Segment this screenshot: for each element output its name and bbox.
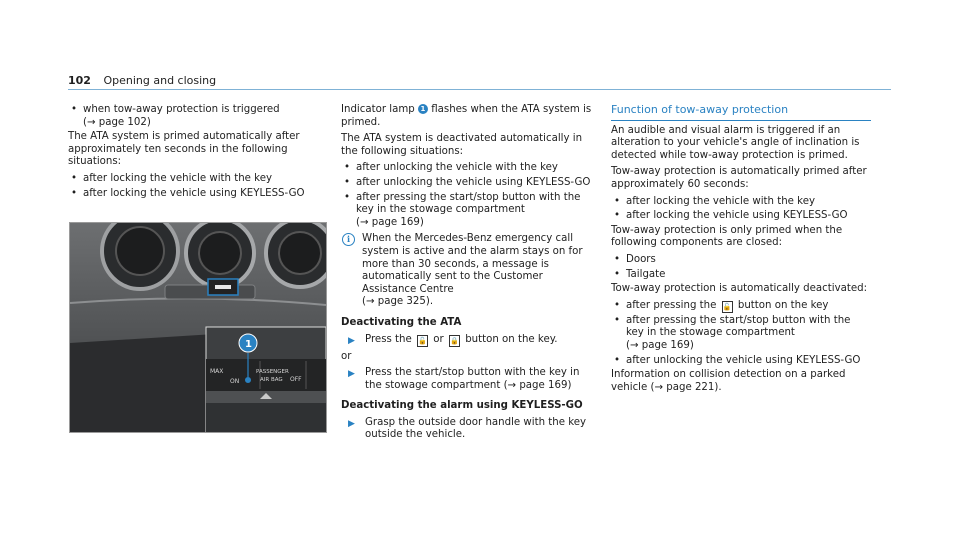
instruction-step: ▶ Grasp the outside door handle with the key outside the vehicle. (348, 416, 587, 441)
air-vent-center (186, 223, 254, 287)
subheading: Deactivating the ATA (341, 316, 462, 328)
list-item: • after unlocking the vehicle using KEYLESS-GO (611, 355, 871, 368)
or-text: or (341, 350, 352, 362)
callout-number: 1 (245, 339, 252, 350)
header-divider (68, 89, 891, 90)
list-item: • after locking the vehicle with the key (611, 196, 871, 209)
page-reference[interactable]: (→ page 169) (626, 339, 694, 351)
unlock-key-icon: 🔓 (722, 302, 732, 311)
info-note: i When the Mercedes-Benz emergency call system is active and the alarm stays on for more than 30 seconds, a message is automatically sent to the Customer Assistance Centre (→ page 325). (341, 233, 599, 309)
off-label: OFF (290, 376, 302, 383)
page-header (68, 74, 216, 87)
paragraph: Tow-away protection is automatically deactivated: (611, 283, 867, 295)
dashboard-illustration (70, 223, 326, 432)
list-item: • after pressing the start/stop button with the key in the stowage compartment (→ page 169) (611, 315, 871, 353)
air-vent-right (266, 223, 326, 287)
callout-1-icon: 1 (418, 104, 428, 114)
lock-key-icon: 🔒 (450, 336, 459, 345)
list-item: • Doors (611, 254, 871, 267)
step-arrow-icon: ▶ (348, 369, 355, 380)
dashboard-photo (69, 222, 327, 433)
indicator-lamp (245, 377, 251, 383)
on-label: ON (230, 378, 240, 385)
passenger-label: PASSENGER (256, 369, 289, 375)
list-item: • when tow-away protection is triggered (→ page 102) (68, 104, 316, 129)
paragraph: The ATA system is deactivated automatically in the following situations: (341, 133, 583, 157)
list-item: • after unlocking the vehicle with the key (341, 162, 599, 175)
airbag-label: AIR BAG (260, 377, 283, 383)
unlock-key-icon: 🔓 (418, 336, 427, 345)
step-arrow-icon: ▶ (348, 418, 355, 429)
page-reference[interactable]: (→ page 169) (356, 216, 424, 228)
page-reference[interactable]: (→ page 102) (83, 116, 151, 128)
step-arrow-icon: ▶ (348, 335, 355, 346)
column-middle (341, 104, 599, 446)
section-title: Opening and closing (103, 74, 217, 87)
column-right (611, 104, 871, 398)
page-number: 102 (68, 74, 91, 87)
paragraph: The ATA system is primed automatically after approximately ten seconds in the following situations: (68, 131, 300, 168)
paragraph: Information on collision detection on a parked vehicle (→ page 221). (611, 369, 846, 393)
list-item: • after pressing the start/stop button with the key in the stowage compartment (→ page 169) (341, 192, 599, 230)
instruction-step: ▶ Press the 🔓 or 🔒 button on the key. (348, 333, 558, 346)
list-item: • after locking the vehicle using KEYLESS-GO (68, 188, 316, 201)
paragraph: Tow-away protection is only primed when the following components are closed: (611, 224, 843, 249)
page-reference[interactable]: (→ page 325). (362, 296, 434, 308)
instruction-step: ▶ Press the start/stop button with the key in the stowage compartment (→ page 169) (348, 367, 580, 391)
max-label: MAX (210, 368, 224, 375)
section-heading: Function of tow-away protection (611, 104, 871, 121)
paragraph: Tow-away protection is automatically primed after approximately 60 seconds: (611, 166, 867, 190)
subheading: Deactivating the alarm using KEYLESS-GO (341, 400, 583, 412)
list-item: • after locking the vehicle using KEYLESS-GO (611, 210, 871, 223)
air-vent-left (102, 223, 178, 289)
list-item: • after locking the vehicle with the key (68, 173, 316, 186)
list-item: • after unlocking the vehicle using KEYLESS-GO (341, 177, 599, 190)
indicator-paragraph: Indicator lamp 1 flashes when the ATA system is primed. (341, 104, 592, 128)
info-icon: i (342, 233, 355, 246)
list-item: • after pressing the 🔓 button on the key (611, 300, 871, 313)
list-item: • Tailgate (611, 269, 871, 282)
paragraph: An audible and visual alarm is triggered if an alteration to your vehicle's angle of inclination is detected while tow-away protection is primed. (611, 124, 860, 161)
column-left (68, 104, 316, 202)
